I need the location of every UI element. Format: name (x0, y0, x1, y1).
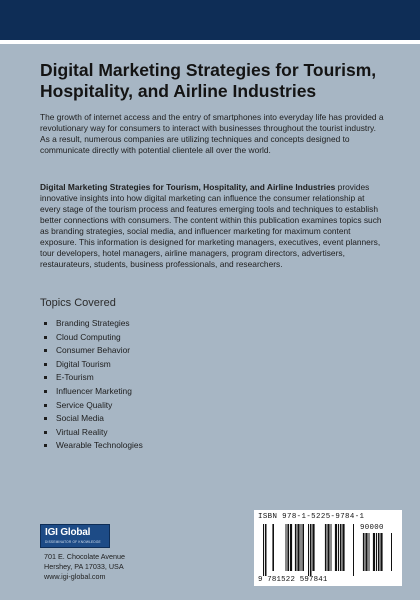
barcode-bar (302, 524, 304, 571)
barcode-bar (286, 524, 287, 571)
barcode-bar (340, 524, 342, 571)
barcode-bar (369, 533, 370, 571)
topic-label: Influencer Marketing (56, 385, 132, 396)
publisher-address (44, 552, 125, 582)
barcode-bar (325, 524, 327, 571)
topics-heading: Topics Covered (40, 297, 116, 309)
ean-digits: 9 781522 597841 (258, 576, 328, 584)
topic-label: Consumer Behavior (56, 345, 131, 356)
topic-label: Social Media (56, 413, 104, 424)
address-line-2: Hershey, PA 17033, USA (44, 562, 124, 571)
topic-label: Virtual Reality (56, 426, 108, 437)
addon-barcode-bars (360, 533, 396, 576)
barcode-bar (391, 533, 392, 571)
bullet-icon (44, 444, 47, 447)
barcode-bar (265, 524, 267, 576)
barcode-bar (342, 524, 344, 571)
barcode-bar (376, 533, 377, 571)
barcode-bar (380, 533, 382, 571)
bullet-icon (44, 349, 47, 352)
barcode-bar (310, 524, 312, 576)
top-band (0, 0, 420, 40)
bullet-icon (44, 431, 47, 434)
bullet-icon (44, 322, 47, 325)
topic-label: Digital Tourism (56, 358, 111, 369)
topic-item (44, 412, 143, 426)
barcode-bar (272, 524, 274, 571)
barcode-bar (287, 524, 289, 571)
topic-item (44, 399, 143, 413)
bullet-icon (44, 336, 47, 339)
barcode-bar (308, 524, 309, 576)
barcode-bar (365, 533, 367, 571)
topic-item (44, 358, 143, 372)
topic-label: Branding Strategies (56, 318, 130, 328)
topic-item (44, 426, 143, 440)
barcode-bar (297, 524, 299, 571)
logo-tagline: DISSEMINATOR OF KNOWLEDGE (45, 540, 101, 544)
topic-label: Cloud Computing (56, 331, 121, 342)
topic-label: E-Tourism (56, 372, 94, 383)
barcode-bar (338, 524, 339, 571)
logo-name: IGI Global (45, 527, 91, 538)
bullet-icon (44, 404, 47, 407)
description-paragraph-2 (40, 182, 385, 270)
address-line-1: 701 E. Chocolate Avenue (44, 552, 125, 561)
bullet-icon (44, 376, 47, 379)
barcode-bar (378, 533, 380, 571)
topic-label: Service Quality (56, 399, 113, 410)
barcode-bar (331, 524, 332, 571)
book-title (40, 60, 390, 102)
bullet-icon (44, 390, 47, 393)
bullet-icon (44, 417, 47, 420)
ean-barcode-bars (262, 524, 356, 576)
topic-item (44, 344, 143, 358)
topic-item (44, 371, 143, 385)
topic-item (44, 439, 143, 453)
barcode-bar (373, 533, 375, 571)
topic-item (44, 385, 143, 399)
publisher-logo (40, 524, 110, 548)
barcode-bar (363, 533, 365, 571)
barcode-bar (263, 524, 264, 576)
barcode (254, 510, 402, 586)
barcode-bar (327, 524, 329, 571)
barcode-bar (335, 524, 337, 571)
title-line-1: Digital Marketing Strategies for Tourism, (40, 60, 377, 80)
bullet-icon (44, 363, 47, 366)
barcode-bar (312, 524, 314, 571)
title-line-2: Hospitality, and Airline Industries (40, 81, 317, 101)
paragraph-2-book-title: Digital Marketing Strategies for Tourism, Hospitality, and Airline Industries (40, 182, 336, 192)
paragraph-2-text: provides innovative insights into how digital marketing can influence the consumer relationship at every stage of the tourism process and features emerging tools and techniques to establish better connections with consumers. The content within this publication examines topics such as branding strategies, social media, and influencer marketing for maximum content exposure. This information is designed for marketing managers, executives, event planners, tour developers, hotel managers, airline managers, program directors, advertisers, restaurateurs, students, business professionals, and researchers. (40, 182, 382, 269)
barcode-bar (301, 524, 302, 571)
isbn-label: ISBN 978-1-5225-9784-1 (258, 513, 365, 521)
topics-list (44, 317, 143, 453)
publisher-website: www.igi-global.com (44, 572, 106, 581)
topic-item (44, 317, 143, 331)
barcode-bar (353, 524, 354, 576)
barcode-bar (295, 524, 297, 571)
price-code: 90000 (360, 524, 384, 532)
barcode-bar (290, 524, 292, 571)
topic-label: Wearable Technologies (56, 440, 143, 451)
description-paragraph-1: The growth of internet access and the entry of smartphones into everyday life has provided a revolutionary way for consumers to interact with businesses throughout the tourist industry. As a result, numerous companies are utilizing techniques and concepts designed to communicate directly with potential clientele all over the world. (40, 112, 384, 155)
topic-item (44, 331, 143, 345)
